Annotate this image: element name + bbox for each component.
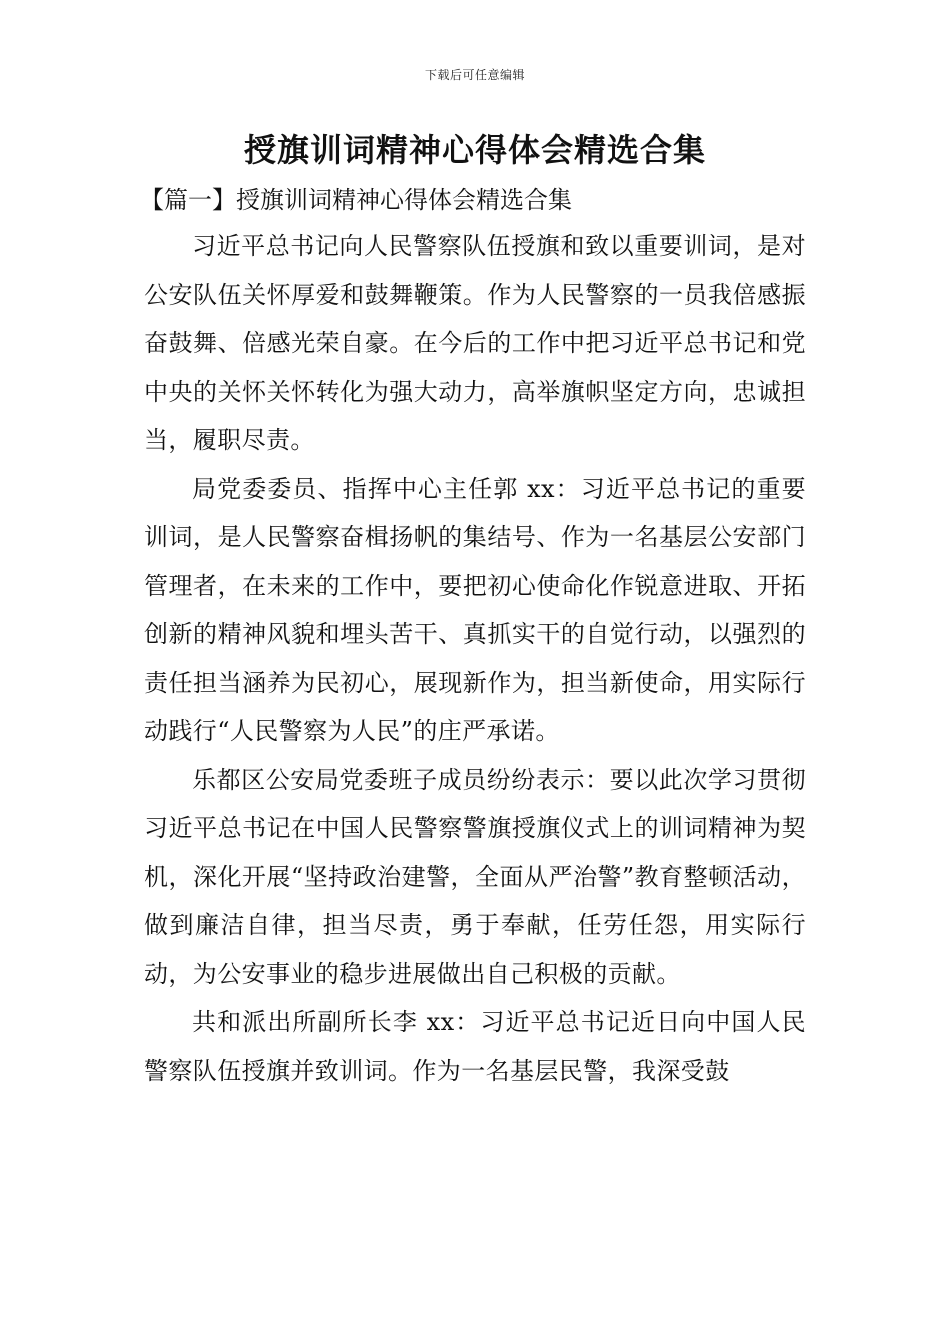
paragraph-1: 习近平总书记向人民警察队伍授旗和致以重要训词，是对公安队伍关怀厚爱和鼓舞鞭策。作为人民警察的一员我倍感振奋鼓舞、倍感光荣自豪。在今后的工作中把习近平总书记和党中央的关怀关怀转化为强大动力，高举旗帜坚定方向，忠诚担当，履职尽责。	[144, 232, 806, 454]
document-body	[140, 178, 806, 1095]
paragraph-4: 共和派出所副所长李 xx：习近平总书记近日向中国人民警察队伍授旗并致训词。作为一名基层民警，我深受鼓	[144, 1008, 806, 1085]
paragraph-2: 局党委委员、指挥中心主任郭 xx：习近平总书记的重要训词，是人民警察奋楫扬帆的集结号、作为一名基层公安部门管理者，在未来的工作中，要把初心使命化作锐意进取、开拓创新的精神风貌和埋头苦干、真抓实干的自觉行动，以强烈的责任担当涵养为民初心，展现新作为，担当新使命，用实际行动践行“人民警察为人民”的庄严承诺。	[144, 474, 806, 745]
page-header-note: 下载后可任意编辑	[424, 68, 525, 82]
document-title: 授旗训词精神心得体会精选合集	[243, 131, 706, 169]
paragraph-3: 乐都区公安局党委班子成员纷纷表示：要以此次学习贯彻习近平总书记在中国人民警察警旗授旗仪式上的训词精神为契机，深化开展“坚持政治建警，全面从严治警”教育整顿活动，做到廉洁自律，担当尽责，勇于奉献，任劳任怨，用实际行动，为公安事业的稳步进展做出自己积极的贡献。	[144, 765, 806, 988]
section-heading: 【篇一】授旗训词精神心得体会精选合集	[140, 186, 572, 214]
